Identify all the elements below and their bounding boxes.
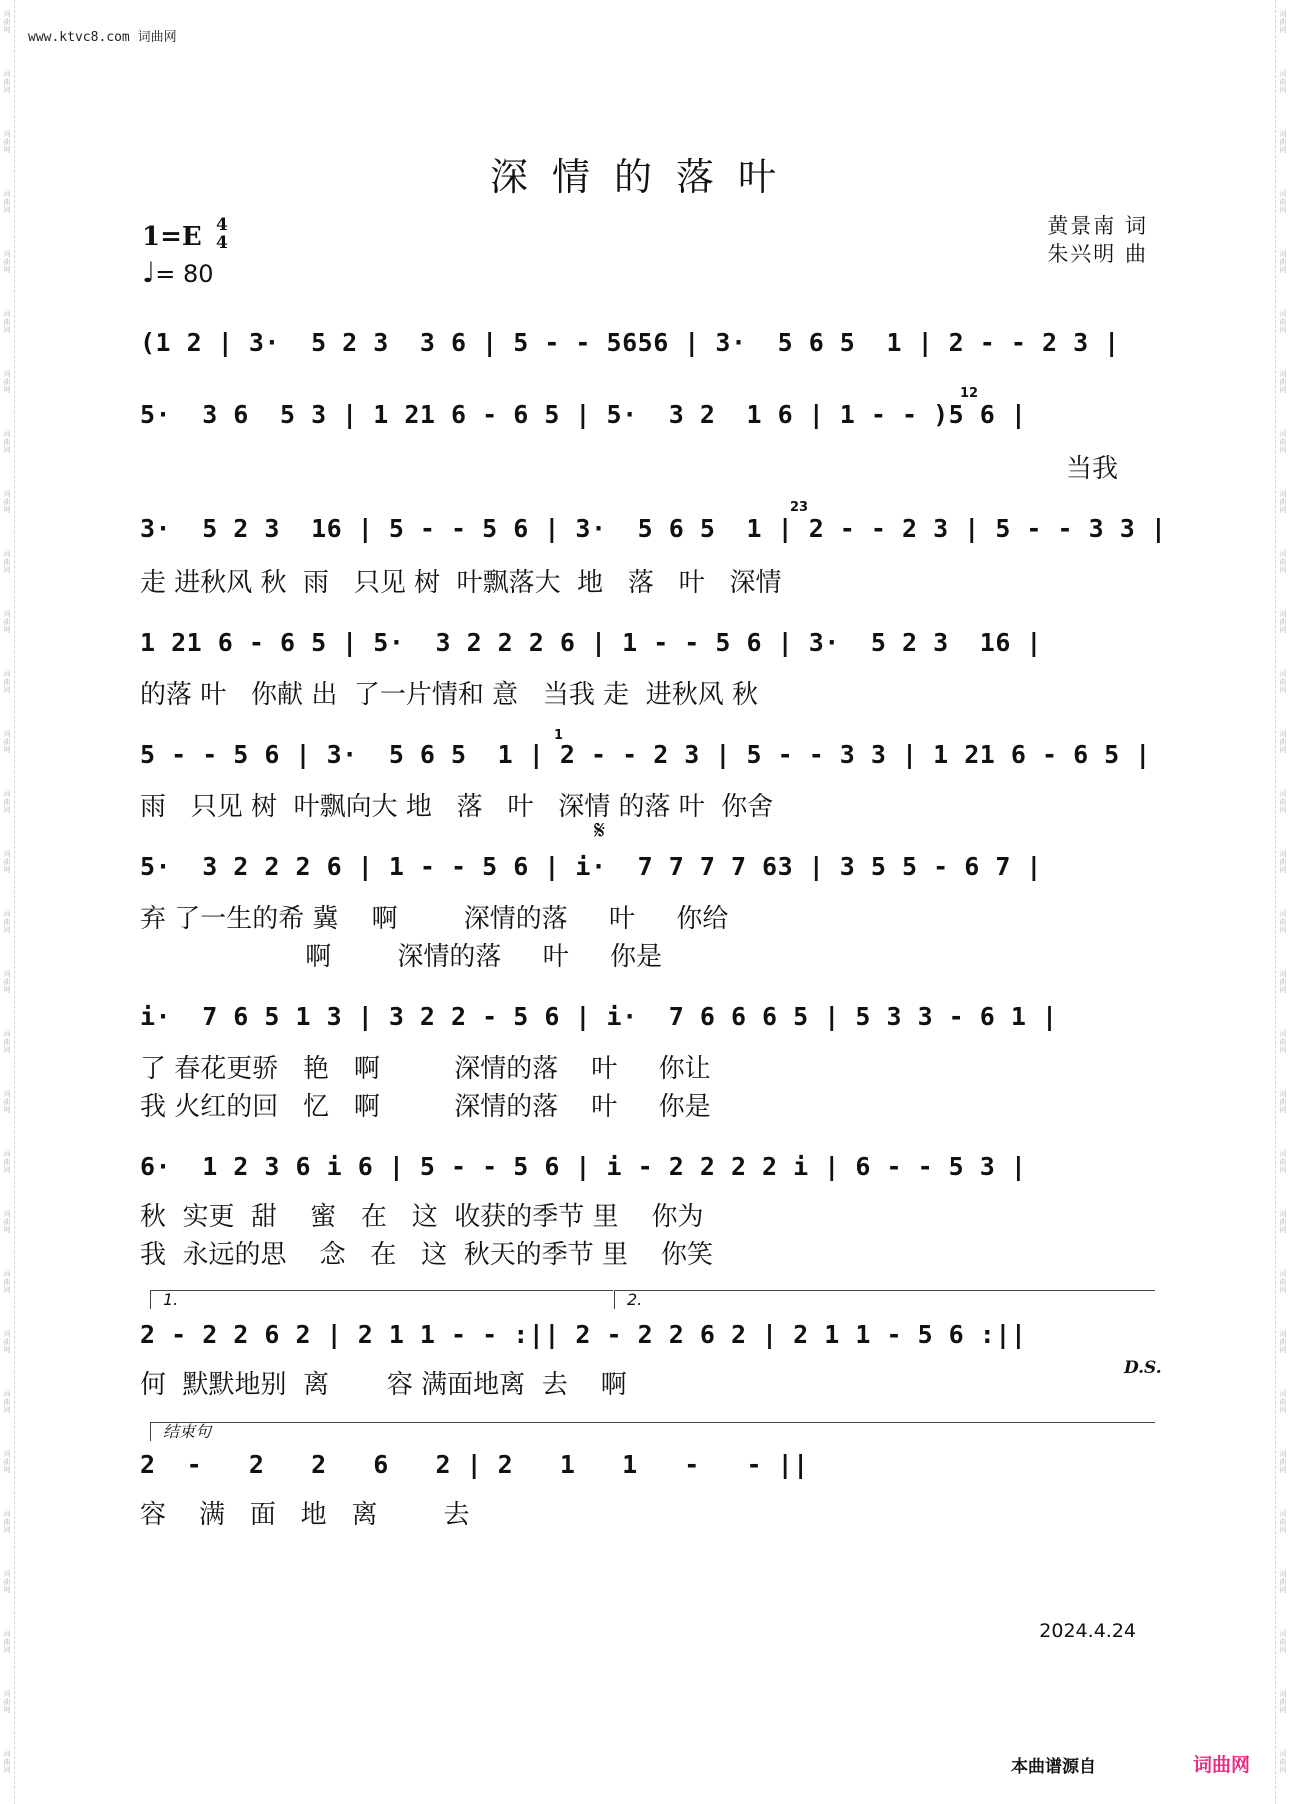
right-margin-strip (1275, 0, 1290, 1804)
ending-phrase-bracket: 结束句 (150, 1422, 1155, 1441)
lyric-line: 弃 了一生的希 冀 啊 深情的落 叶 你给 (140, 904, 729, 934)
lyric-line: 当我 (1066, 454, 1119, 484)
margin-watermark: 词 曲 网 (1279, 1630, 1287, 1654)
margin-watermark: 词 曲 网 (3, 190, 11, 214)
margin-watermark: 词 曲 网 (1279, 10, 1287, 34)
margin-watermark: 词 曲 网 (3, 1750, 11, 1774)
brand-logo[interactable]: 词曲网 (1192, 1754, 1250, 1776)
margin-watermark: 词 曲 网 (1279, 250, 1287, 274)
margin-watermark: 词 曲 网 (1279, 370, 1287, 394)
grace-note: 23 (790, 500, 809, 515)
margin-watermark: 词 曲 网 (3, 1570, 11, 1594)
margin-watermark: 词 曲 网 (3, 1270, 11, 1294)
margin-watermark: 词 曲 网 (3, 1690, 11, 1714)
first-ending-bracket: 1. (150, 1290, 613, 1309)
margin-watermark: 词 曲 网 (1279, 1210, 1287, 1234)
notation-row-1: (1 2 | 3· 5 2 3 3 6 | 5 - - 5656 | 3· 5 6 5 1 | 2 - - 2 3 | (140, 328, 1120, 357)
margin-watermark: 词 曲 网 (3, 1510, 11, 1534)
margin-watermark: 词 曲 网 (3, 1390, 11, 1414)
margin-watermark: 词 曲 网 (1279, 130, 1287, 154)
lyricist-credit: 黄景南 词 (1047, 214, 1148, 238)
margin-watermark: 词 曲 网 (3, 370, 11, 394)
margin-watermark: 词 曲 网 (3, 790, 11, 814)
margin-watermark: 词 曲 网 (1279, 1450, 1287, 1474)
margin-watermark: 词 曲 网 (3, 850, 11, 874)
notation-row-7: i· 7 6 5 1 3 | 3 2 2 - 5 6 | i· 7 6 6 6 5 | 5 3 3 - 6 1 | (140, 1002, 1058, 1031)
segno-icon: 𝄋 (594, 816, 606, 846)
margin-watermark: 词 曲 网 (1279, 730, 1287, 754)
margin-watermark: 词 曲 网 (1279, 670, 1287, 694)
margin-watermark: 词 曲 网 (3, 1210, 11, 1234)
time-signature-top: 4 (216, 215, 228, 235)
left-margin-strip (0, 0, 15, 1804)
lyric-line: 我 火红的回 忆 啊 深情的落 叶 你是 (140, 1092, 711, 1122)
source-label: 本曲谱源自 (1011, 1757, 1096, 1777)
grace-note: 1 (554, 728, 564, 743)
grace-note: 12 (960, 386, 979, 401)
margin-watermark: 词 曲 网 (1279, 610, 1287, 634)
margin-watermark: 词 曲 网 (1279, 1150, 1287, 1174)
margin-watermark: 词 曲 网 (3, 250, 11, 274)
margin-watermark: 词 曲 网 (1279, 1330, 1287, 1354)
margin-watermark: 词 曲 网 (3, 1450, 11, 1474)
lyric-line: 雨 只见 树 叶飘向大 地 落 叶 深情 的落 叶 你舍 (140, 792, 774, 822)
margin-watermark: 词 曲 网 (3, 130, 11, 154)
lyric-line: 秋 实更 甜 蜜 在 这 收获的季节 里 你为 (140, 1202, 704, 1232)
second-ending-bracket: 2. (614, 1290, 1155, 1309)
margin-watermark: 词 曲 网 (1279, 1270, 1287, 1294)
notation-row-4: 1 21 6 - 6 5 | 5· 3 2 2 2 6 | 1 - - 5 6 | 3· 5 2 3 16 | (140, 628, 1042, 657)
site-url[interactable]: www.ktvc8.com 词曲网 (28, 30, 177, 45)
lyric-line: 了 春花更骄 艳 啊 深情的落 叶 你让 (140, 1054, 711, 1084)
margin-watermark: 词 曲 网 (1279, 1570, 1287, 1594)
margin-watermark: 词 曲 网 (3, 1090, 11, 1114)
time-signature-bottom: 4 (216, 233, 228, 253)
margin-watermark: 词 曲 网 (3, 1330, 11, 1354)
notation-row-8: 6· 1 2 3 6 i 6 | 5 - - 5 6 | i - 2 2 2 2 i | 6 - - 5 3 | (140, 1152, 1027, 1181)
notation-row-5: 5 - - 5 6 | 3· 5 6 5 1 | 2 - - 2 3 | 5 - - 3 3 | 1 21 6 - 6 5 | (140, 740, 1151, 769)
lyric-line: 走 进秋风 秋 雨 只见 树 叶飘落大 地 落 叶 深情 (140, 568, 782, 598)
tempo-value: = 80 (155, 260, 214, 288)
margin-watermark: 词 曲 网 (1279, 1510, 1287, 1534)
margin-watermark: 词 曲 网 (1279, 1750, 1287, 1774)
tempo-marking (142, 256, 214, 289)
composer-credit: 朱兴明 曲 (1047, 242, 1148, 266)
margin-watermark: 词 曲 网 (1279, 190, 1287, 214)
margin-watermark: 词 曲 网 (1279, 550, 1287, 574)
margin-watermark: 词 曲 网 (3, 1030, 11, 1054)
margin-watermark: 词 曲 网 (1279, 970, 1287, 994)
margin-watermark: 词 曲 网 (3, 430, 11, 454)
song-title: 深情的落叶 (489, 155, 800, 199)
margin-watermark: 词 曲 网 (3, 1630, 11, 1654)
margin-watermark: 词 曲 网 (3, 1150, 11, 1174)
quarter-note-icon: ♩ (142, 256, 156, 289)
key-signature: 1=E (142, 222, 202, 252)
margin-watermark: 词 曲 网 (3, 670, 11, 694)
notation-row-6: 5· 3 2 2 2 6 | 1 - - 5 6 | i· 7 7 7 7 63 | 3 5 5 - 6 7 | (140, 852, 1042, 881)
time-signature (216, 216, 228, 252)
lyric-line: 容 满 面 地 离 去 (140, 1500, 470, 1530)
margin-watermark: 词 曲 网 (1279, 310, 1287, 334)
margin-watermark: 词 曲 网 (1279, 910, 1287, 934)
notation-row-10: 2 - 2 2 6 2 | 2 1 1 - - || (140, 1450, 809, 1479)
notation-row-9: 2 - 2 2 6 2 | 2 1 1 - - :|| 2 - 2 2 6 2 | 2 1 1 - 5 6 :|| (140, 1320, 1027, 1349)
margin-watermark: 词 曲 网 (1279, 1030, 1287, 1054)
dal-segno-mark: D.S. (1124, 1358, 1162, 1378)
margin-watermark: 词 曲 网 (1279, 490, 1287, 514)
lyric-line: 何 默默地别 离 容 满面地离 去 啊 (140, 1370, 627, 1400)
margin-watermark: 词 曲 网 (1279, 430, 1287, 454)
notation-row-3: 3· 5 2 3 16 | 5 - - 5 6 | 3· 5 6 5 1 | 2 - - 2 3 | 5 - - 3 3 | (140, 514, 1167, 543)
margin-watermark: 词 曲 网 (3, 10, 11, 34)
margin-watermark: 词 曲 网 (3, 970, 11, 994)
margin-watermark: 词 曲 网 (3, 610, 11, 634)
lyric-line: 的落 叶 你献 出 了一片情和 意 当我 走 进秋风 秋 (140, 680, 758, 710)
margin-watermark: 词 曲 网 (3, 310, 11, 334)
margin-watermark: 词 曲 网 (1279, 70, 1287, 94)
margin-watermark: 词 曲 网 (1279, 1690, 1287, 1714)
notation-row-2: 5· 3 6 5 3 | 1 21 6 - 6 5 | 5· 3 2 1 6 | 1 - - )5 6 | (140, 400, 1027, 429)
date-stamp: 2024.4.24 (1039, 1620, 1136, 1642)
lyric-line: 我 永远的思 念 在 这 秋天的季节 里 你笑 (140, 1240, 714, 1270)
margin-watermark: 词 曲 网 (1279, 850, 1287, 874)
margin-watermark: 词 曲 网 (3, 550, 11, 574)
margin-watermark: 词 曲 网 (1279, 1390, 1287, 1414)
margin-watermark: 词 曲 网 (3, 730, 11, 754)
margin-watermark: 词 曲 网 (3, 910, 11, 934)
margin-watermark: 词 曲 网 (1279, 790, 1287, 814)
lyric-line: 啊 深情的落 叶 你是 (140, 942, 663, 972)
margin-watermark: 词 曲 网 (3, 70, 11, 94)
margin-watermark: 词 曲 网 (3, 490, 11, 514)
margin-watermark: 词 曲 网 (1279, 1090, 1287, 1114)
